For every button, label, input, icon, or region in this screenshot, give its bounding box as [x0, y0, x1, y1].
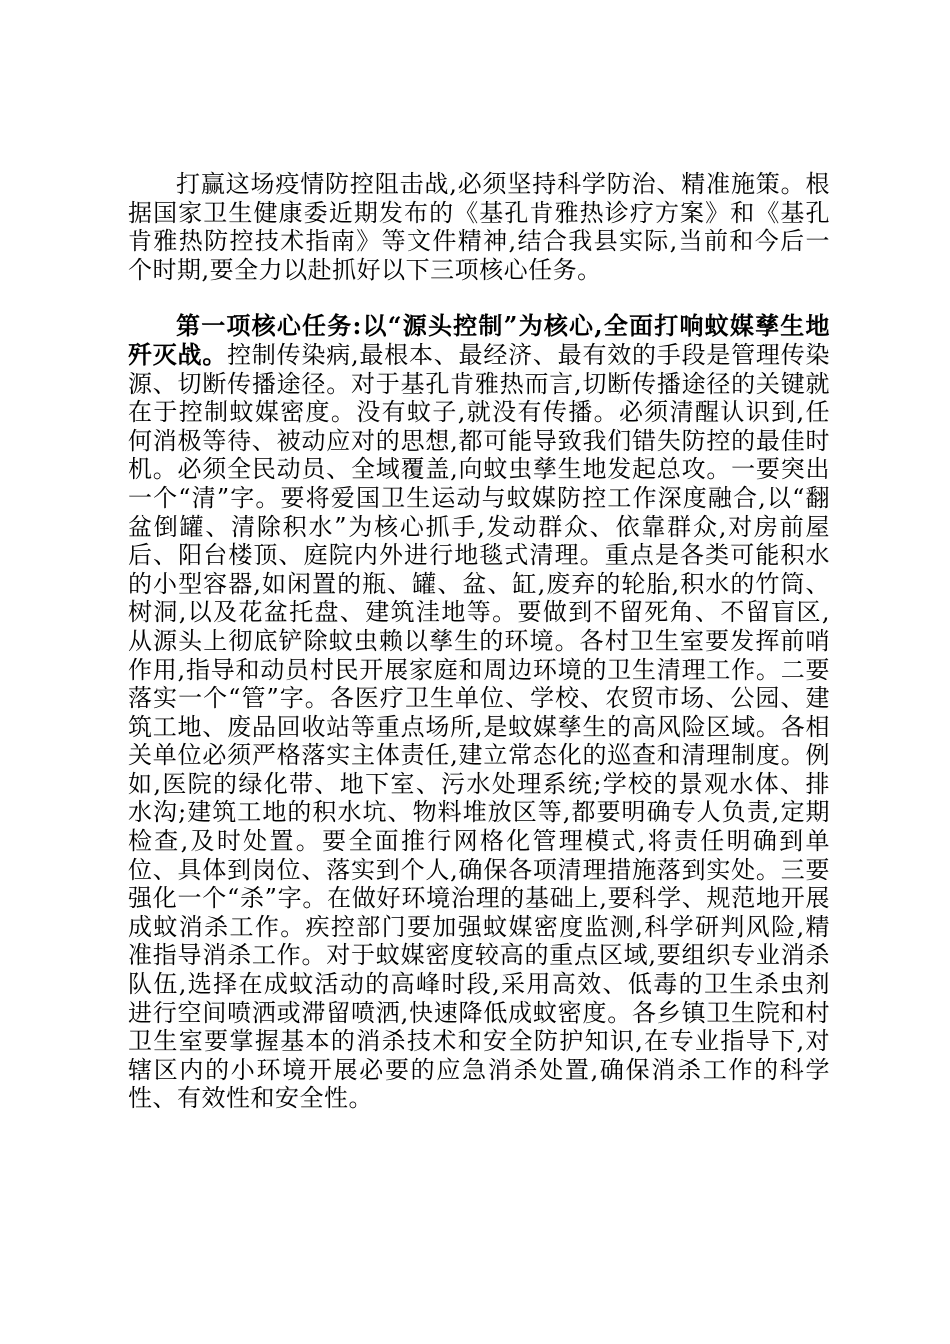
document-page	[128, 170, 830, 1113]
task-one-body: 控制传染病,最根本、最经济、最有效的手段是管理传染源、切断传播途径。对于基孔肯雅热而言,切断传播途径的关键就在于控制蚊媒密度。没有蚊子,就没有传播。必须清醒认识到,任何消极等待、被动应对的思想,都可能导致我们错失防控的最佳时机。必须全民动员、全域覆盖,向蚊虫孳生地发起总攻。一要突出一个“清”字。要将爱国卫生运动与蚊媒防控工作深度融合,以“翻盆倒罐、清除积水”为核心抓手,发动群众、依靠群众,对房前屋后、阳台楼顶、庭院内外进行地毯式清理。重点是各类可能积水的小型容器,如闲置的瓶、罐、盆、缸,废弃的轮胎,积水的竹筒、树洞,以及花盆托盘、建筑洼地等。要做到不留死角、不留盲区,从源头上彻底铲除蚊虫赖以孳生的环境。各村卫生室要发挥前哨作用,指导和动员村民开展家庭和周边环境的卫生清理工作。二要落实一个“管”字。各医疗卫生单位、学校、农贸市场、公园、建筑工地、废品回收站等重点场所,是蚊媒孳生的高风险区域。各相关单位必须严格落实主体责任,建立常态化的巡查和清理制度。例如,医院的绿化带、地下室、污水处理系统;学校的景观水体、排水沟;建筑工地的积水坑、物料堆放区等,都要明确专人负责,定期检查,及时处置。要全面推行网格化管理模式,将责任明确到单位、具体到岗位、落实到个人,确保各项清理措施落到实处。三要强化一个“杀”字。在做好环境治理的基础上,要科学、规范地开展成蚊消杀工作。疾控部门要加强蚊媒密度监测,科学研判风险,精准指导消杀工作。对于蚊媒密度较高的重点区域,要组织专业消杀队伍,选择在成蚊活动的高峰时段,采用高效、低毒的卫生杀虫剂进行空间喷洒或滞留喷洒,快速降低成蚊密度。各乡镇卫生院和村卫生室要掌握基本的消杀技术和安全防护知识,在专业指导下,对辖区内的小环境开展必要的应急消杀处置,确保消杀工作的科学性、有效性和安全性。	[128, 340, 830, 1113]
intro-paragraph: 打赢这场疫情防控阻击战,必须坚持科学防治、精准施策。根据国家卫生健康委近期发布的《基孔肯雅热诊疗方案》和《基孔肯雅热防控技术指南》等文件精神,结合我县实际,当前和今后一个时期,要全力以赴抓好以下三项核心任务。	[128, 170, 830, 284]
task-one-paragraph	[128, 312, 830, 1113]
task-one-heading: 第一项核心任务:以“源头控制”为核心,全面打响蚊媒孳生地歼灭战。	[128, 311, 830, 369]
